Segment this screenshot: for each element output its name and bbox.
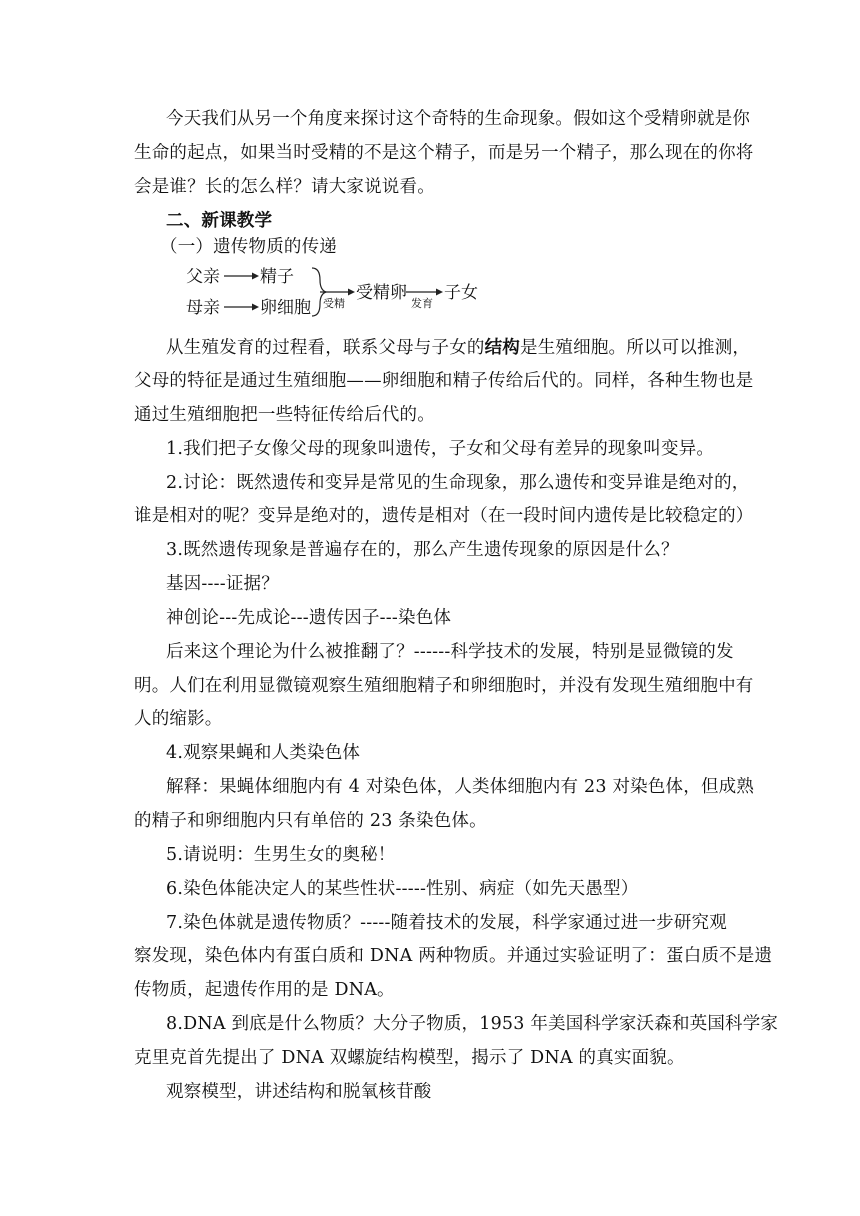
diagram-child-label: 子女 xyxy=(444,283,478,303)
arrow-head-icon xyxy=(436,289,443,296)
gene-evidence: 基因----证据？ xyxy=(166,574,279,594)
item-7-line-3: 传物质，起遗传作用的是 DNA。 xyxy=(134,980,395,1000)
theory-chain: 神创论---先成论---遗传因子---染色体 xyxy=(166,608,452,628)
item-7-line-2: 察发现，染色体内有蛋白质和 DNA 两种物质。并通过实验证明了：蛋白质不是遗 xyxy=(134,946,773,966)
diagram-egg-label: 卵细胞 xyxy=(260,298,311,318)
item-7-line-1: 7.染色体就是遗传物质？-----随着技术的发展，科学家通过进一步研究观 xyxy=(166,913,727,933)
item-6: 6.染色体能决定人的某些性状-----性别、病症（如先天愚型） xyxy=(166,879,639,899)
arrow-head-icon xyxy=(348,289,355,296)
arrow-head-icon xyxy=(252,273,259,280)
item-2-line-1: 2.讨论：既然遗传和变异是常见的生命现象，那么遗传和变异谁是绝对的， xyxy=(166,473,750,493)
explanation-line-1: 解释：果蝇体细胞内有 4 对染色体，人类体细胞内有 23 对染色体，但成熟 xyxy=(166,777,755,797)
diagram-fertilize-label: 受精 xyxy=(323,297,345,310)
paragraph-intro-line-1: 今天我们从另一个角度来探讨这个奇特的生命现象。假如这个受精卵就是你 xyxy=(166,109,751,129)
diagram-sperm-label: 精子 xyxy=(260,267,294,287)
explanation-line-2: 的精子和卵细胞内只有单倍的 23 条染色体。 xyxy=(134,811,487,831)
item-2-line-2: 谁是相对的呢？变异是绝对的，遗传是相对（在一段时间内遗传是比较稳定的） xyxy=(134,506,754,526)
text-segment: 从生殖发育的过程看，联系父母与子女的 xyxy=(166,338,485,358)
emphasis-structure: 结构 xyxy=(484,338,521,358)
paragraph-intro-line-3: 会是谁？长的怎么样？请大家说说看。 xyxy=(134,177,435,197)
paragraph-intro-line-2: 生命的起点，如果当时受精的不是这个精子，而是另一个精子，那么现在的你将 xyxy=(134,143,754,163)
paragraph-later-line-3: 人的缩影。 xyxy=(134,709,223,729)
item-8-line-1: 8.DNA 到底是什么物质？大分子物质，1953 年美国科学家沃森和英国科学家 xyxy=(166,1014,779,1034)
section-heading: 二、新课教学 xyxy=(166,211,273,231)
paragraph-reproduction-line-3: 通过生殖细胞把一些特征传给后代的。 xyxy=(134,405,435,425)
text-segment: 是生殖细胞。所以可以推测， xyxy=(520,338,751,358)
item-1: 1.我们把子女像父母的现象叫遗传，子女和父母有差异的现象叫变异。 xyxy=(166,439,715,459)
observe-model: 观察模型，讲述结构和脱氧核苷酸 xyxy=(166,1082,432,1102)
diagram-develop-label: 发育 xyxy=(411,297,433,310)
paragraph-reproduction-line-1 xyxy=(166,336,766,360)
inheritance-flow-diagram xyxy=(180,258,490,322)
paragraph-later-line-1: 后来这个理论为什么被推翻了？------科学技术的发展，特别是显微镜的发 xyxy=(166,642,734,662)
diagram-mother-label: 母亲 xyxy=(186,298,220,318)
diagram-zygote-label: 受精卵 xyxy=(356,283,407,303)
item-4: 4.观察果蝇和人类染色体 xyxy=(166,743,361,763)
subsection-heading: （一）遗传物质的传递 xyxy=(160,237,337,257)
item-8-line-2: 克里克首先提出了 DNA 双螺旋结构模型，揭示了 DNA 的真实面貌。 xyxy=(134,1048,685,1068)
item-5: 5.请说明：生男生女的奥秘！ xyxy=(166,845,396,865)
arrow-head-icon xyxy=(252,304,259,311)
paragraph-later-line-2: 明。人们在利用显微镜观察生殖细胞精子和卵细胞时，并没有发现生殖细胞中有 xyxy=(134,676,754,696)
item-3: 3.既然遗传现象是普遍存在的，那么产生遗传现象的原因是什么？ xyxy=(166,540,679,560)
paragraph-reproduction-line-2: 父母的特征是通过生殖细胞——卵细胞和精子传给后代的。同样，各种生物也是 xyxy=(134,371,754,391)
diagram-father-label: 父亲 xyxy=(186,267,220,287)
